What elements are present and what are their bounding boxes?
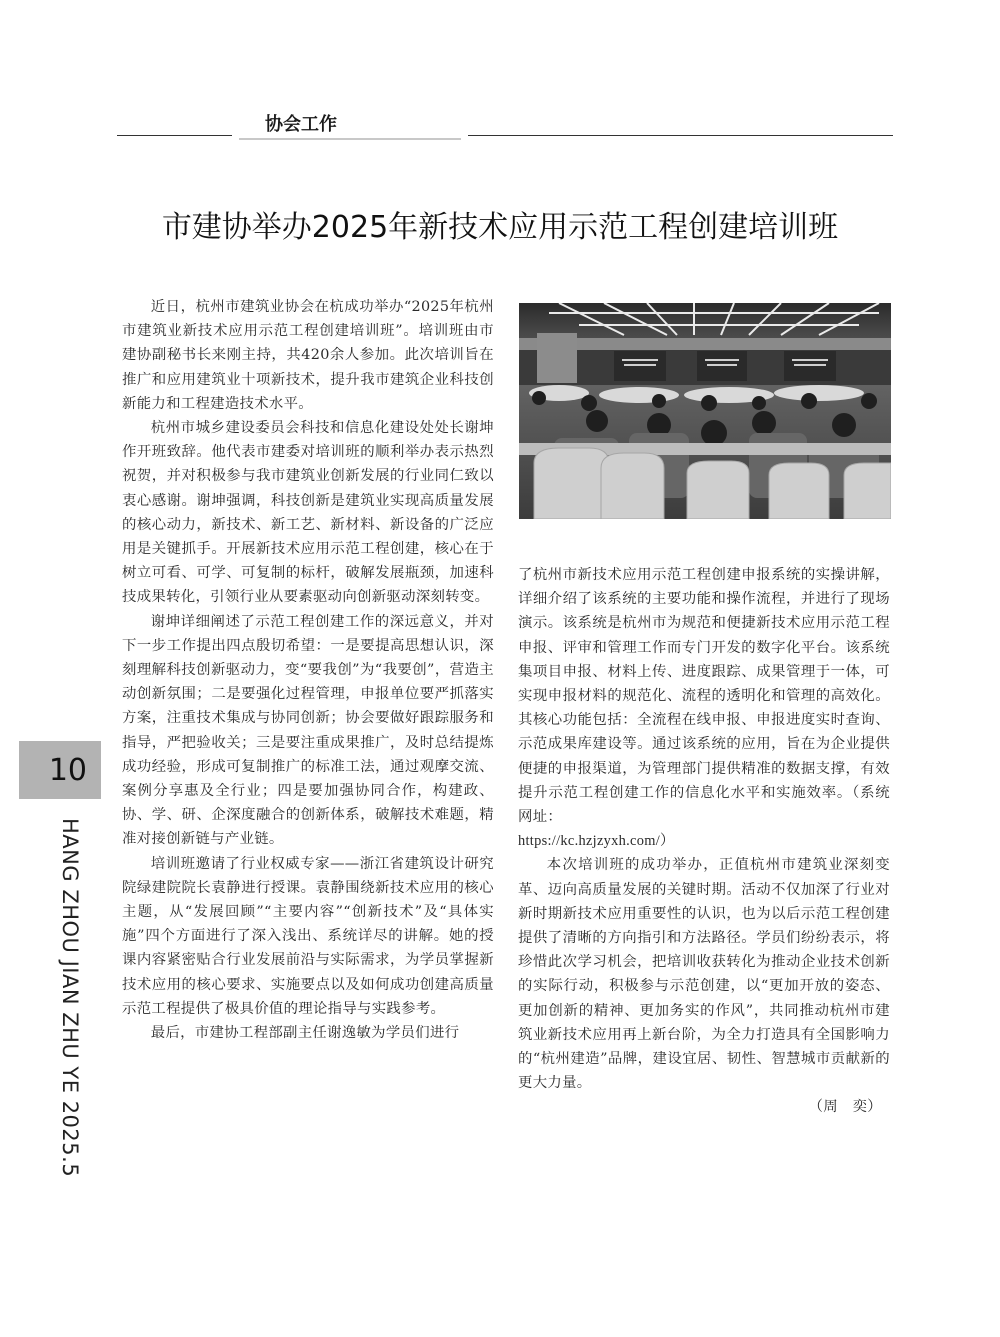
section-header	[117, 112, 893, 142]
conference-photo-image	[519, 303, 891, 519]
paren-close: ）	[660, 833, 675, 850]
author-byline: （周 奕）	[808, 1099, 882, 1116]
paragraph: 近日，杭州市建筑业协会在杭成功举办“2025年杭州市建筑业新技术应用示范工程创建培训班”。培训班由市建协副秘书长来刚主持，共420余人参加。此次培训旨在推广和应用建筑业十项新技术，提升我市建筑企业科技创新能力和工程建造技术水平。	[122, 299, 494, 412]
paragraph: 谢坤详细阐述了示范工程创建工作的深远意义，并对下一步工作提出四点殷切希望：一是要提高思想认识，深刻理解科技创新驱动力，变“要我创”为“我要创”，营造主动创新氛围；二是要强化过程管理，申报单位要严抓落实方案，注重技术集成与协同创新；协会要做好跟踪服务和指导，严把验收关；三是要注重成果推广，及时总结提炼成功经验，形成可复制推广的标准工法，通过观摩交流、案例分享惠及全行业；四是要加强协同合作，构建政、协、学、研、企深度融合的创新体系，破解技术难题，精准对接创新链与产业链。	[122, 613, 494, 848]
paragraph: 杭州市城乡建设委员会科技和信息化建设处处长谢坤作开班致辞。他代表市建委对培训班的顺利举办表示热烈祝贺，并对积极参与我市建筑业创新发展的行业同仁致以衷心感谢。谢坤强调，科技创新是建筑业实现高质量发展的核心动力，新技术、新工艺、新材料、新设备的广泛应用是关键抓手。开展新技术应用示范工程创建，核心在于树立可看、可学、可复制的标杆，破解发展瓶颈，加速科技成果转化，引领行业从要素驱动向创新驱动深刻转变。	[122, 420, 494, 606]
page-number: 10	[19, 741, 101, 799]
header-rule-left	[117, 135, 232, 136]
system-url-link[interactable]: https://kc.hzjzyxh.com/	[518, 833, 660, 850]
paragraph-text: 了杭州市新技术应用示范工程创建申报系统的实操讲解，详细介绍了该系统的主要功能和操作流程，并进行了现场演示。该系统是杭州市为规范和便捷新技术应用示范工程申报、评审和管理工作而专门开发的数字化平台。该系统集项目申报、材料上传、进度跟踪、成果管理于一体，可实现申报材料的规范化、流程的透明化和管理的高效化。其核心功能包括：全流程在线申报、申报进度实时查询、示范成果库建设等。通过该系统的应用，旨在为企业提供便捷的申报渠道，为管理部门提供精准的数据支撑，有效提升示范工程创建工作的信息化水平和实施效率。（系统网址：	[518, 567, 890, 826]
paragraph: 本次培训班的成功举办，正值杭州市建筑业深刻变革、迈向高质量发展的关键时期。活动不仅加深了行业对新时期新技术应用重要性的认识，也为以后示范工程创建提供了清晰的方向指引和方法路径。学员们纷纷表示，将珍惜此次学习机会，把培训收获转化为推动企业技术创新的实际行动，积极参与示范创建，以“更加开放的姿态、更加创新的精神、更加务实的作风”，共同推动杭州市建筑业新技术应用再上新台阶，为全力打造具有全国影响力的“杭州建造”品牌，建设宜居、韧性、智慧城市贡献新的更大力量。	[518, 857, 890, 1092]
journal-vertical-label: HANG ZHOU JIAN ZHU YE 2025.5	[58, 818, 82, 1178]
paragraph: 培训班邀请了行业权威专家——浙江省建筑设计研究院绿建院院长袁静进行授课。袁静围绕新技术应用的核心主题，从“发展回顾”“主要内容”“创新技术”及“具体实施”四个方面进行了深入浅出、系统详尽的讲解。她的授课内容紧密贴合行业发展前沿与实际需求，为学员掌握新技术应用的核心要求、实施要点以及如何成功创建高质量示范工程提供了极具价值的理论指导与实践参考。	[122, 855, 494, 1017]
article-title: 市建协举办2025年新技术应用示范工程创建培训班	[161, 210, 839, 245]
paragraph: 最后，市建协工程部副主任谢逸敏为学员们进行	[150, 1025, 460, 1042]
section-label: 协会工作	[239, 112, 461, 140]
header-rule-right	[468, 135, 893, 136]
article-photo	[519, 303, 891, 519]
paragraph-continuation	[518, 563, 890, 853]
article-column-left	[122, 295, 494, 1045]
article-column-right	[518, 563, 890, 1120]
